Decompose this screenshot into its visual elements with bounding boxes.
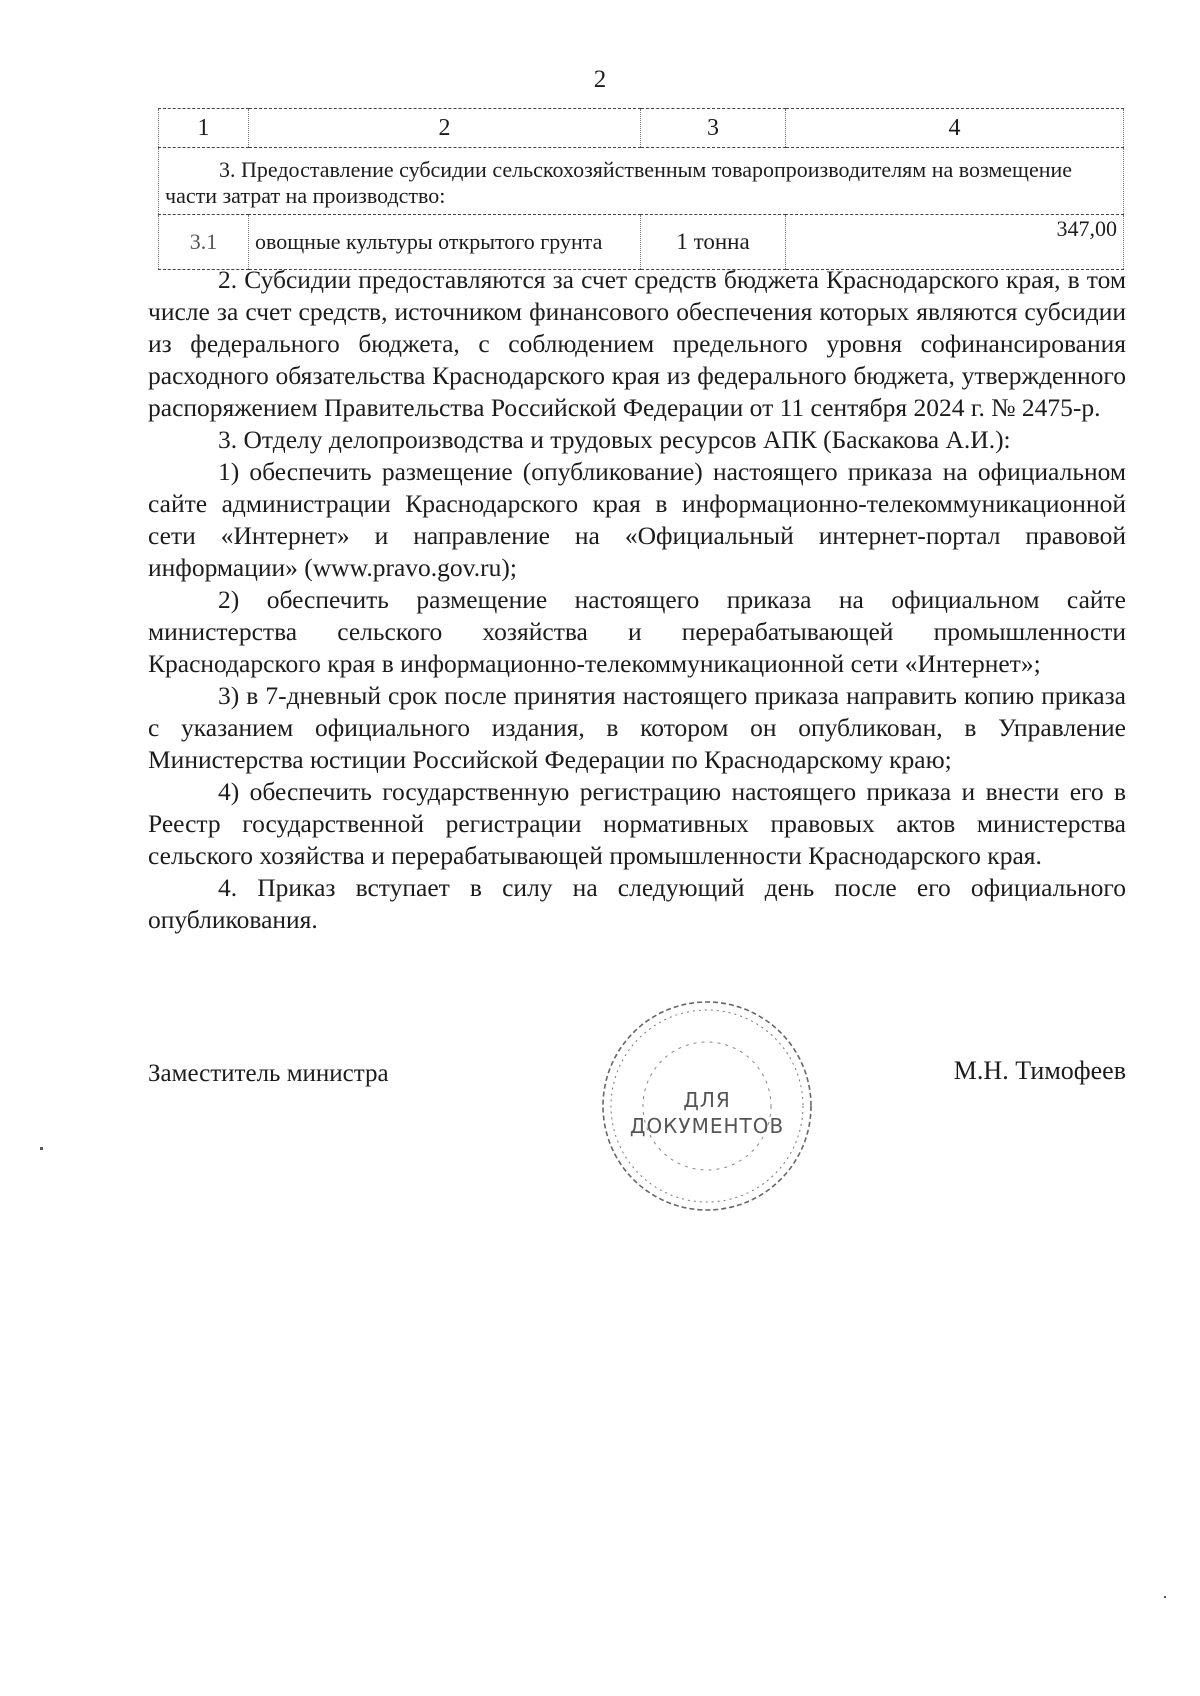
svg-text:ДЛЯ: ДЛЯ [683, 1088, 731, 1112]
table-section-row [159, 148, 1124, 215]
table-header-cell: 2 [249, 109, 641, 148]
paragraph-state-registration: 4) обеспечить государственную регистрацию настоящего приказа и внести его в Реестр государственной регистрации нормативных правовых актов министерства сельского хозяйства и перерабатывающей промышленности Краснодарского края. [148, 777, 1126, 870]
row-value-cell: 347,00 [786, 215, 1124, 270]
paragraph-publish-official-site: 1) обеспечить размещение (опубликование) настоящего приказа на официальном сайте администрации Краснодарского края в информационно-телекоммуникационной сети «Интернет» и направление на «Официальный интернет-портал правовой информации» (www.pravo.gov.ru); [148, 457, 1126, 582]
paragraph-budget-source: 2. Субсидии предоставляются за счет средств бюджета Краснодарского края, в том числе за счет средств, источником финансового обеспечения которых являются субсидии из федерального бюджета, с соблюдением предельного уровня софинансирования расходного обязательства Краснодарского края из федерального бюджета, утвержденного распоряжением Правительства Российской Федерации от 11 сентября 2024 г. № 2475-р. [148, 265, 1126, 422]
document-body [148, 264, 1126, 936]
table-row [159, 215, 1124, 270]
section-title: 3. Предоставление субсидии сельскохозяйственным товаропроизводителям на возмещение части затрат на производство: [165, 157, 1073, 208]
page-number: 2 [593, 66, 607, 93]
paragraph-entry-into-force: 4. Приказ вступает в силу на следующий день после его официального опубликования. [148, 873, 1126, 934]
official-seal-stamp [596, 995, 818, 1217]
signatory-name: М.Н. Тимофеев [953, 1056, 1126, 1085]
paragraph-publish-ministry-site: 2) обеспечить размещение настоящего приказа на официальном сайте министерства сельского хозяйства и перерабатывающей промышленности Краснодарского края в информационно-телекоммуникационной сети «Интернет»; [148, 585, 1126, 678]
row-unit-cell: 1 тонна [641, 215, 786, 270]
table-header-row [159, 109, 1124, 148]
seal-graphic [596, 995, 818, 1217]
scan-speck [40, 1147, 43, 1150]
row-name-cell: овощные культуры открытого грунта [249, 215, 641, 270]
paragraph-instruction-department: 3. Отделу делопроизводства и трудовых ресурсов АПК (Баскакова А.И.): [218, 425, 1011, 454]
table-header-cell: 4 [786, 109, 1124, 148]
paragraph-send-to-justice: 3) в 7-дневный срок после принятия настоящего приказа направить копию приказа с указанием официального издания, в котором он опубликован, в Управление Министерства юстиции Российской Федерации по Краснодарскому краю; [148, 681, 1126, 774]
row-number-cell: 3.1 [159, 215, 249, 270]
table-header-cell: 1 [159, 109, 249, 148]
table-header-cell: 3 [641, 109, 786, 148]
section-title-cell [159, 148, 1124, 215]
svg-text:ДОКУМЕНТОВ: ДОКУМЕНТОВ [629, 1114, 785, 1138]
scan-speck [1164, 1596, 1166, 1598]
subsidy-rate-table [158, 108, 1124, 270]
signatory-position: Заместитель министра [148, 1060, 389, 1087]
